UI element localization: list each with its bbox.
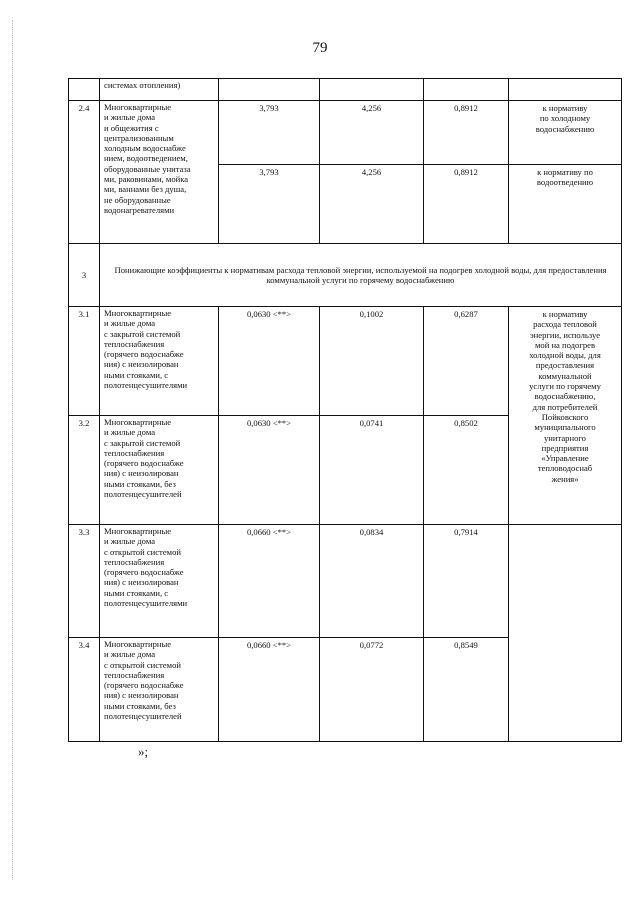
section-num-cell: 3 [69, 244, 100, 307]
empty-note-cell [509, 525, 622, 742]
value-cell: 0,8549 [424, 638, 509, 742]
value-cell: 0,0660 <**> [219, 525, 320, 638]
value-cell: 0,0630 <**> [219, 307, 320, 416]
row-num-cell: 3.1 [69, 307, 100, 416]
value-cell: 0,6287 [424, 307, 509, 416]
row-num-cell: 3.3 [69, 525, 100, 638]
row-num-cell: 2.4 [69, 101, 100, 244]
value-cell: 0,0772 [320, 638, 424, 742]
row-num-cell: 3.4 [69, 638, 100, 742]
section-note-cell: к нормативу расхода тепловой энергии, используе мой на подогрев холодной воды, для предоставления коммунальной услуги по горячему водоснабжению, для потребителей Пойковского муниципального унитарного предприятия «Управление тепловодоснаб жения» [509, 307, 622, 525]
page-number: 79 [312, 40, 328, 56]
value-cell: 0,8502 [424, 416, 509, 525]
value-cell: 0,1002 [320, 307, 424, 416]
table-row [69, 525, 622, 638]
value-cell: 3,793 [219, 165, 320, 244]
value-cell: 4,256 [320, 101, 424, 165]
table-row [69, 79, 622, 101]
table-row [69, 101, 622, 165]
section-title-cell: Понижающие коэффициенты к нормативам расхода тепловой энергии, используемой на подогрев холодной воды, для предоставления коммунальной услуги по горячему водоснабжению [100, 244, 622, 307]
value-cell: 0,0741 [320, 416, 424, 525]
value-cell: 0,0660 <**> [219, 638, 320, 742]
row-num-cell: 3.2 [69, 416, 100, 525]
closing-quote: »; [138, 744, 149, 759]
value-cell: 0,0834 [320, 525, 424, 638]
value-cell: 0,0630 <**> [219, 416, 320, 525]
row-desc-cell: Многоквартирные и жилые дома с открытой системой теплоснабжения (горячего водоснабже ния) с неизолирован ными стояками, с полотенцесушителями [100, 525, 219, 638]
value-cell: 0,7914 [424, 525, 509, 638]
coefficients-table [68, 78, 622, 742]
value-cell: 4,256 [320, 165, 424, 244]
note-cell: к нормативу по водоотведению [509, 165, 622, 244]
row-num-cell [69, 79, 100, 101]
row-desc-cell: Многоквартирные и жилые дома с закрытой системой теплоснабжения (горячего водоснабже ния) с неизолирован ными стояками, с полотенцесушителями [100, 307, 219, 416]
row-desc-cell: системах отопления) [100, 79, 219, 101]
value-cell: 3,793 [219, 101, 320, 165]
table-row [69, 307, 622, 416]
section-header-row [69, 244, 622, 307]
value-cell: 0,8912 [424, 165, 509, 244]
row-desc-cell: Многоквартирные и жилые дома с открытой системой теплоснабжения (горячего водоснабже ния) с неизолирован ными стояками, без полотенцесушителей [100, 638, 219, 742]
note-cell: к нормативу по холодному водоснабжению [509, 101, 622, 165]
row-desc-cell: Многоквартирные и жилые дома с закрытой системой теплоснабжения (горячего водоснабже ния) с неизолирован ными стояками, без полотенцесушителей [100, 416, 219, 525]
scan-edge [12, 20, 15, 880]
value-cell: 0,8912 [424, 101, 509, 165]
row-desc-cell: Многоквартирные и жилые дома и общежития с централизованным холодным водоснабже нием, водоотведением, оборудованные унитаза ми, раковинами, мойка ми, ваннами без душа, не оборудованные водонагревателями [100, 101, 219, 244]
